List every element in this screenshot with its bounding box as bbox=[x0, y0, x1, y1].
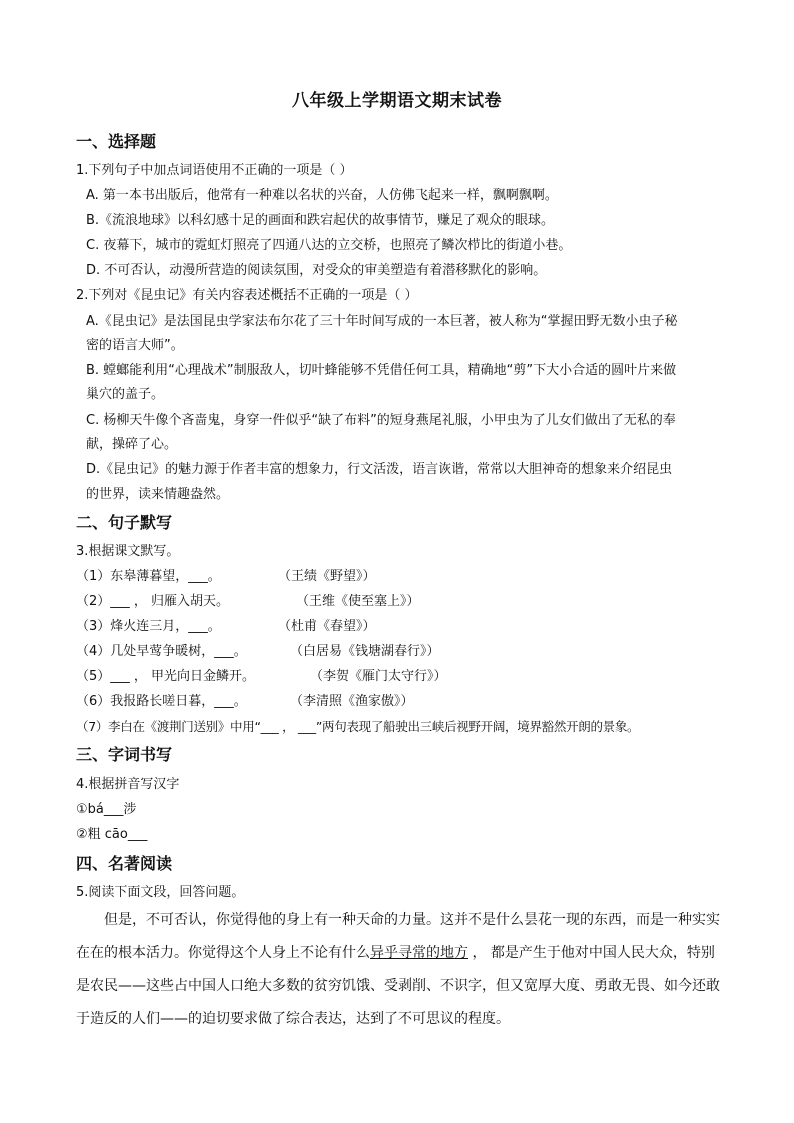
dictation-item-7: （7）李白在《渡荆门送别》中用“___ ， ___”两句表现了船驶出三峡后视野开阔，境界豁然开朗的景象。 bbox=[76, 719, 640, 734]
dictation-item-2-source: （王维《使至塞上》） bbox=[296, 594, 420, 609]
dictation-item-5-source: （李贺《雁门太守行》） bbox=[310, 669, 447, 684]
reading-passage bbox=[76, 904, 724, 1036]
section-heading-classics: 四、名著阅读 bbox=[76, 854, 173, 873]
question-2-option-d: D.《昆虫记》的魅力源于作者丰富的想象力，行文活泼，语言诙谐，常常以大胆神奇的想象来介绍昆虫 bbox=[86, 462, 673, 477]
question-3-stem: 3.根据课文默写。 bbox=[76, 544, 180, 559]
question-4-stem: 4.根据拼音写汉字 bbox=[76, 777, 180, 792]
question-2-option-a-cont: 密的语言大师”。 bbox=[86, 338, 184, 353]
section-heading-choice: 一、选择题 bbox=[76, 132, 157, 151]
dictation-item-3-source: （杜甫《春望》） bbox=[278, 619, 376, 634]
question-1-option-a: A. 第一本书出版后，他常有一种难以名状的兴奋，人仿佛飞起来一样，飘啊飘啊。 bbox=[86, 188, 558, 203]
page-title: 八年级上学期语文期末试卷 bbox=[292, 91, 502, 111]
question-1-option-c: C. 夜幕下，城市的霓虹灯照亮了四通八达的立交桥，也照亮了鳞次栉比的街道小巷。 bbox=[86, 238, 572, 253]
dictation-item-5: （5）___ ， 甲光向日金鳞开。 bbox=[76, 669, 256, 684]
question-2-option-b: B. 螳螂能利用“心理战术”制服敌人，切叶蜂能够不凭借任何工具，精确地“剪”下大小合适的圆叶片来做 bbox=[86, 363, 677, 378]
question-5-stem: 5.阅读下面文段，回答问题。 bbox=[76, 885, 245, 900]
dictation-item-4-source: （白居易《钱塘湖春行》） bbox=[290, 644, 440, 659]
dictation-item-1: （1）东皋薄暮望，___。 bbox=[76, 569, 221, 584]
section-heading-dictation: 二、句子默写 bbox=[76, 513, 173, 532]
question-1-option-b: B.《流浪地球》以科幻感十足的画面和跌宕起伏的故事情节，赚足了观众的眼球。 bbox=[86, 213, 555, 228]
passage-text-before: 但是，不可否认，你觉得他的身上有一种天命的力量。这并不是什么昙花一现的东西，而是一种实实在在的根本活力。你觉得这个人身上不论有什么 bbox=[76, 912, 720, 961]
question-1-stem: 1.下列句子中加点词语使用不正确的一项是（ ） bbox=[76, 163, 353, 178]
dictation-item-2: （2）___ ， 归雁入胡天。 bbox=[76, 594, 230, 609]
dictation-item-3: （3）烽火连三月，___。 bbox=[76, 619, 221, 634]
passage-underlined-phrase: 异乎寻常的地方 bbox=[370, 945, 468, 961]
pinyin-item-2: ②粗 cāo___ bbox=[76, 827, 148, 842]
question-2-option-c-cont: 献，操碎了心。 bbox=[86, 437, 178, 452]
section-heading-writing: 三、字词书写 bbox=[76, 745, 173, 764]
question-2-option-c: C. 杨柳天牛像个吝啬鬼，身穿一件似乎“缺了布料”的短身燕尾礼服，小甲虫为了儿女们做出了无私的奉 bbox=[86, 413, 676, 428]
question-2-option-a: A.《昆虫记》是法国昆虫学家法布尔花了三十年时间写成的一本巨著，被人称为“掌握田野无数小虫子秘 bbox=[86, 314, 678, 329]
dictation-item-4: （4）几处早莺争暖树，___。 bbox=[76, 644, 247, 659]
question-2-option-d-cont: 的世界，读来情趣盎然。 bbox=[86, 487, 230, 502]
dictation-item-6: （6）我报路长嗟日暮，___。 bbox=[76, 694, 247, 709]
question-1-option-d: D. 不可否认，动漫所营造的阅读氛围，对受众的审美塑造有着潜移默化的影响。 bbox=[86, 263, 547, 278]
question-2-option-b-cont: 巢穴的盖子。 bbox=[86, 387, 165, 402]
passage-text-after: ， 都是产生于他对中国人民大众，特别是农民——这些占中国人口绝大多数的贫穷饥饿、受剥削、不识字，但又宽厚大度、勇敢无畏、如今还敢于造反的人们——的迫切要求做了综合表达，达到了不可思议的程度。 bbox=[76, 945, 720, 1027]
dictation-item-1-source: （王绩《野望》） bbox=[278, 569, 376, 584]
pinyin-item-1: ①bá___涉 bbox=[76, 802, 137, 817]
question-2-stem: 2.下列对《昆虫记》有关内容表述概括不正确的一项是（ ） bbox=[76, 288, 418, 303]
dictation-item-6-source: （李清照《渔家傲》） bbox=[290, 694, 414, 709]
